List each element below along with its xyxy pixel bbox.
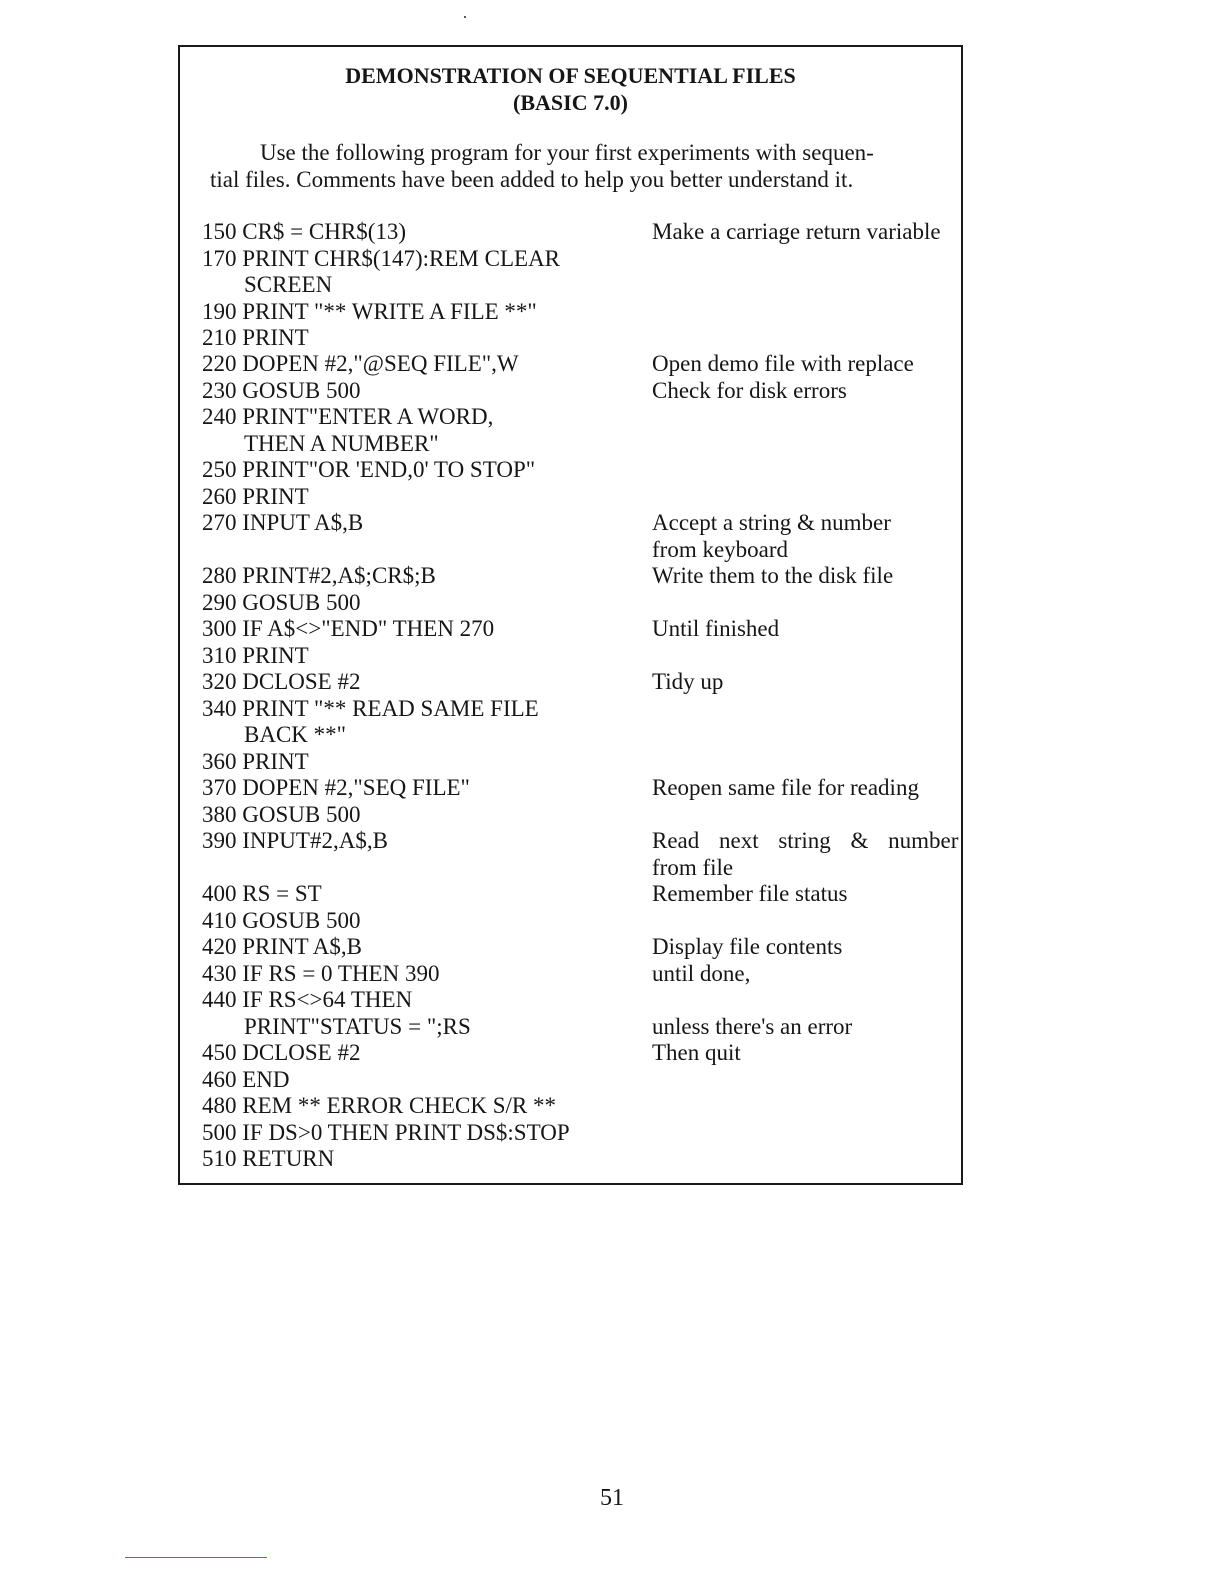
code-comment: Read next string & number — [652, 828, 959, 853]
code-line-continuation: BACK **" — [244, 722, 347, 747]
code-line: 170 PRINT CHR$(147):REM CLEAR — [202, 246, 561, 271]
code-line: 310 PRINT — [202, 643, 309, 668]
scan-speck — [464, 16, 466, 18]
intro-paragraph — [210, 140, 955, 193]
code-comment: from keyboard — [652, 537, 789, 562]
intro-line: Use the following program for your first experiments with sequen- — [260, 140, 874, 165]
code-line: 340 PRINT "** READ SAME FILE — [202, 696, 539, 721]
code-line: 480 REM ** ERROR CHECK S/R ** — [202, 1093, 556, 1118]
code-comment: until done, — [652, 961, 751, 986]
code-comment: Check for disk errors — [652, 378, 847, 403]
code-line: 460 END — [202, 1067, 290, 1092]
code-line: 420 PRINT A$,B — [202, 934, 362, 959]
code-comment: Display file contents — [652, 934, 843, 959]
code-line-continuation: PRINT"STATUS = ";RS — [244, 1014, 471, 1039]
code-line: 230 GOSUB 500 — [202, 378, 361, 403]
code-line: 370 DOPEN #2,"SEQ FILE" — [202, 775, 470, 800]
code-comment: unless there's an error — [652, 1014, 853, 1039]
code-line: 220 DOPEN #2,"@SEQ FILE",W — [202, 351, 519, 376]
code-comment: Make a carriage return variable — [652, 219, 941, 244]
code-line-continuation: THEN A NUMBER" — [244, 431, 439, 456]
intro-line: tial files. Comments have been added to help you better understand it. — [210, 166, 854, 192]
code-line: 510 RETURN — [202, 1146, 335, 1171]
code-line-continuation: SCREEN — [244, 272, 333, 297]
code-comment: from file — [652, 855, 734, 880]
code-line: 190 PRINT "** WRITE A FILE **" — [202, 299, 537, 324]
code-comment: Accept a string & number — [652, 510, 891, 535]
page-subtitle: (BASIC 7.0) — [513, 90, 628, 115]
code-line: 390 INPUT#2,A$,B — [202, 828, 388, 853]
code-line: 430 IF RS = 0 THEN 390 — [202, 961, 440, 986]
code-comment: Write them to the disk file — [652, 563, 894, 588]
code-line: 270 INPUT A$,B — [202, 510, 364, 535]
code-line: 260 PRINT — [202, 484, 309, 509]
code-line: 410 GOSUB 500 — [202, 908, 361, 933]
code-line: 400 RS = ST — [202, 881, 322, 906]
code-line: 380 GOSUB 500 — [202, 802, 361, 827]
code-comment: Open demo file with replace — [652, 351, 914, 376]
code-comment: Remember file status — [652, 881, 848, 906]
code-line: 500 IF DS>0 THEN PRINT DS$:STOP — [202, 1120, 570, 1145]
code-line: 320 DCLOSE #2 — [202, 669, 361, 694]
code-line: 240 PRINT"ENTER A WORD, — [202, 404, 494, 429]
code-comment: Tidy up — [652, 669, 724, 694]
code-line: 280 PRINT#2,A$;CR$;B — [202, 563, 436, 588]
code-line: 300 IF A$<>"END" THEN 270 — [202, 616, 495, 641]
code-comment: Until finished — [652, 616, 780, 641]
code-line: 360 PRINT — [202, 749, 309, 774]
code-line: 150 CR$ = CHR$(13) — [202, 219, 407, 244]
program-listing-box — [178, 45, 963, 1185]
code-comment: Reopen same file for reading — [652, 775, 919, 800]
code-line: 290 GOSUB 500 — [202, 590, 361, 615]
page-title: DEMONSTRATION OF SEQUENTIAL FILES — [345, 63, 796, 88]
code-line: 440 IF RS<>64 THEN — [202, 987, 413, 1012]
page-number: 51 — [600, 1485, 624, 1511]
code-line: 450 DCLOSE #2 — [202, 1040, 361, 1065]
code-line: 250 PRINT"OR 'END,0' TO STOP" — [202, 457, 536, 482]
code-line: 210 PRINT — [202, 325, 309, 350]
footnote-rule — [125, 1557, 267, 1558]
code-comment: Then quit — [652, 1040, 741, 1065]
